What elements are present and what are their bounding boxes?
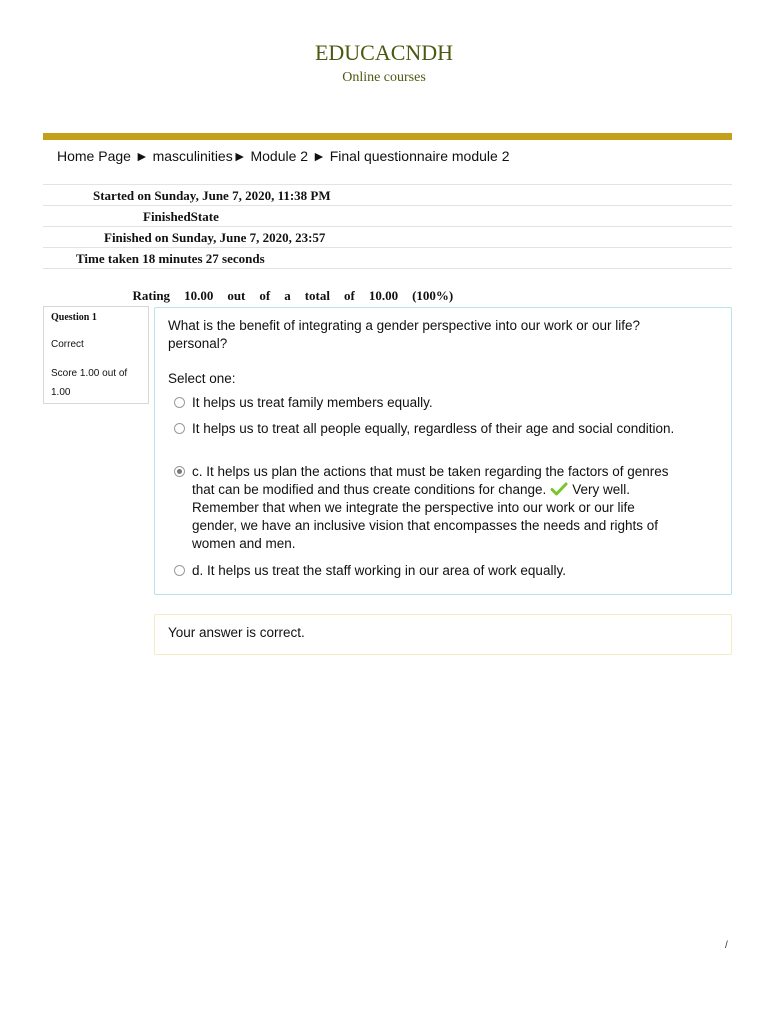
rating-word: 10.00 <box>368 288 399 303</box>
radio-button[interactable] <box>174 423 185 434</box>
rating-word: total <box>304 288 330 303</box>
answer-label <box>192 463 674 553</box>
rating-word: of <box>344 288 355 303</box>
summary-time-taken: Time taken 18 minutes 27 seconds <box>76 251 265 266</box>
summary-state-row <box>43 205 732 226</box>
radio-button-checked[interactable] <box>174 466 185 477</box>
breadcrumb-separator: ► <box>130 148 153 164</box>
breadcrumb-current-page[interactable]: Final questionnaire module 2 <box>329 148 510 164</box>
summary-started-row <box>43 184 732 205</box>
breadcrumb-separator: ► <box>308 148 330 164</box>
answer-feedback: Very well. Remember that when we integrate the perspective into our work or our life gender, we have an inclusive vision that encompasses the needs and rights of women and men. <box>192 482 659 551</box>
question-state: Correct <box>51 339 84 350</box>
answer-option[interactable] <box>174 394 694 412</box>
rating-word: Rating <box>132 288 171 303</box>
page-mark: / <box>725 940 728 951</box>
attempt-summary <box>43 184 732 303</box>
answer-label: It helps us treat family members equally. <box>192 395 433 410</box>
outcome-text: Your answer is correct. <box>168 625 305 640</box>
answer-label: d. It helps us treat the staff working in our area of work equally. <box>192 563 566 578</box>
select-one-prompt: Select one: <box>168 371 236 386</box>
breadcrumb-course[interactable]: masculinities <box>152 148 233 164</box>
question-grade: Score 1.00 out of 1.00 <box>51 368 128 398</box>
summary-time-row <box>43 247 732 268</box>
summary-started: Started on Sunday, June 7, 2020, 11:38 PM <box>93 188 331 203</box>
accent-bar <box>43 133 732 140</box>
breadcrumb <box>57 148 509 164</box>
summary-finished-row <box>43 226 732 247</box>
question-info-box <box>43 306 149 404</box>
question-number: Question 1 <box>51 312 97 323</box>
summary-rating-row <box>43 268 732 303</box>
rating-word: out <box>227 288 246 303</box>
breadcrumb-separator: ► <box>232 148 251 164</box>
question-text: What is the benefit of integrating a gender perspective into our work or our life? personal? <box>168 318 641 351</box>
breadcrumb-module[interactable]: Module 2 <box>250 148 309 164</box>
answer-option-selected[interactable] <box>174 463 674 553</box>
answer-option[interactable] <box>174 562 694 580</box>
rating-word: (100%) <box>412 288 454 303</box>
summary-state: FinishedState <box>143 209 219 224</box>
rating-word: a <box>284 288 291 303</box>
radio-button[interactable] <box>174 565 185 576</box>
rating-word: of <box>259 288 271 303</box>
check-icon <box>550 482 568 496</box>
answer-option[interactable] <box>174 420 694 438</box>
outcome-box <box>154 614 732 655</box>
answer-label: It helps us to treat all people equally, regardless of their age and social condition. <box>192 421 675 436</box>
question-box <box>154 307 732 595</box>
radio-button[interactable] <box>174 397 185 408</box>
site-title: EDUCACNDH <box>314 40 454 65</box>
breadcrumb-home[interactable]: Home Page <box>57 148 131 164</box>
answer-label-text: c. It helps us plan the actions that must be taken regarding the factors of genres that can be modified and thus create conditions for change. <box>192 464 669 497</box>
summary-finished: Finished on Sunday, June 7, 2020, 23:57 <box>104 230 326 245</box>
site-subtitle: Online courses <box>342 70 426 85</box>
rating-word: 10.00 <box>184 288 214 303</box>
